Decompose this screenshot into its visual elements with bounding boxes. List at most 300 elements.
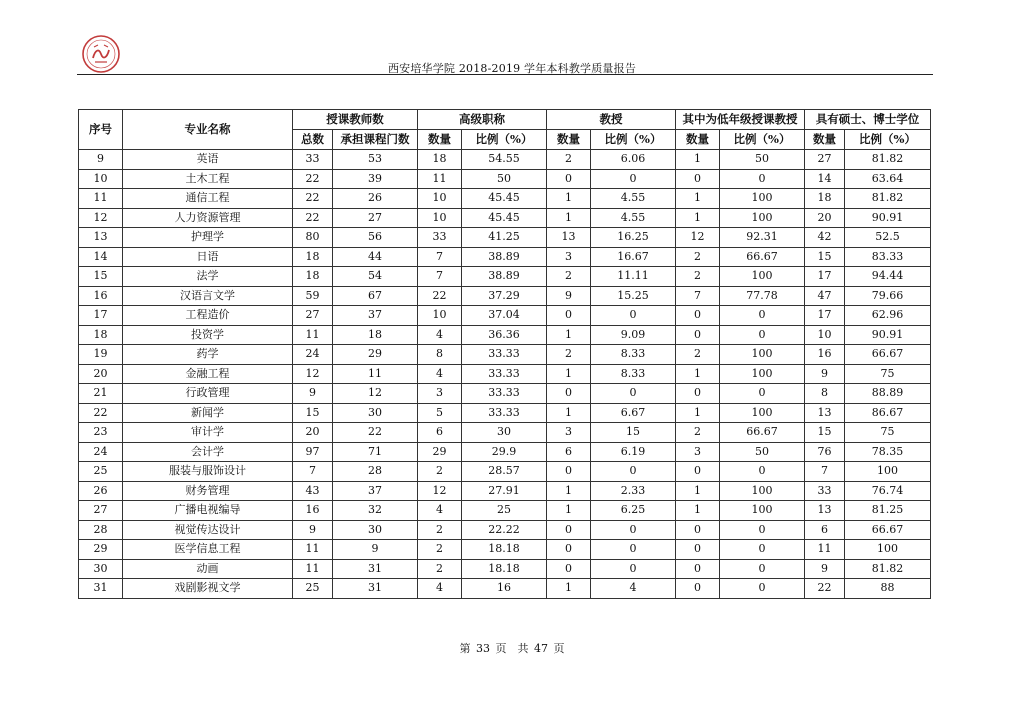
cell-degree-ratio: 66.67: [845, 520, 931, 540]
cell-major: 金融工程: [123, 364, 293, 384]
cell-professor-count: 1: [547, 208, 591, 228]
cell-senior-count: 5: [418, 403, 462, 423]
cell-degree-count: 13: [805, 403, 845, 423]
cell-lower-grade-ratio: 0: [720, 306, 805, 326]
cell-degree-ratio: 83.33: [845, 247, 931, 267]
cell-teacher-total: 22: [293, 169, 333, 189]
cell-professor-ratio: 11.11: [591, 267, 676, 287]
cell-senior-count: 10: [418, 306, 462, 326]
cell-professor-count: 13: [547, 228, 591, 248]
cell-professor-count: 9: [547, 286, 591, 306]
cell-seq: 17: [79, 306, 123, 326]
cell-senior-ratio: 41.25: [462, 228, 547, 248]
cell-seq: 14: [79, 247, 123, 267]
cell-seq: 27: [79, 501, 123, 521]
cell-professor-ratio: 16.25: [591, 228, 676, 248]
cell-course-count: 32: [333, 501, 418, 521]
cell-lower-grade-ratio: 0: [720, 384, 805, 404]
cell-teacher-total: 15: [293, 403, 333, 423]
cell-senior-ratio: 50: [462, 169, 547, 189]
cell-professor-count: 0: [547, 306, 591, 326]
cell-teacher-total: 11: [293, 559, 333, 579]
cell-degree-ratio: 100: [845, 540, 931, 560]
cell-lower-grade-ratio: 50: [720, 442, 805, 462]
cell-professor-count: 1: [547, 364, 591, 384]
cell-degree-count: 76: [805, 442, 845, 462]
cell-major: 汉语言文学: [123, 286, 293, 306]
cell-professor-ratio: 6.19: [591, 442, 676, 462]
cell-senior-count: 7: [418, 267, 462, 287]
header-senior-group: 高级职称: [418, 110, 547, 130]
cell-professor-ratio: 4: [591, 579, 676, 599]
cell-teacher-total: 18: [293, 247, 333, 267]
cell-professor-count: 1: [547, 481, 591, 501]
cell-lower-grade-count: 0: [676, 559, 720, 579]
cell-degree-count: 6: [805, 520, 845, 540]
cell-course-count: 37: [333, 306, 418, 326]
cell-professor-ratio: 0: [591, 384, 676, 404]
cell-teacher-total: 12: [293, 364, 333, 384]
cell-senior-count: 2: [418, 540, 462, 560]
table-row: [79, 208, 931, 228]
cell-major: 视觉传达设计: [123, 520, 293, 540]
header-professor-count: 数量: [547, 130, 591, 150]
header-professor-group: 教授: [547, 110, 676, 130]
cell-senior-count: 6: [418, 423, 462, 443]
cell-degree-ratio: 94.44: [845, 267, 931, 287]
page-footer: 第 33 页 共 47 页: [459, 642, 565, 655]
cell-major: 财务管理: [123, 481, 293, 501]
cell-senior-ratio: 22.22: [462, 520, 547, 540]
cell-teacher-total: 59: [293, 286, 333, 306]
cell-lower-grade-ratio: 0: [720, 520, 805, 540]
cell-degree-count: 11: [805, 540, 845, 560]
cell-course-count: 30: [333, 403, 418, 423]
cell-teacher-total: 43: [293, 481, 333, 501]
cell-senior-ratio: 33.33: [462, 384, 547, 404]
cell-seq: 30: [79, 559, 123, 579]
cell-degree-count: 27: [805, 150, 845, 170]
cell-teacher-total: 18: [293, 267, 333, 287]
cell-lower-grade-count: 2: [676, 247, 720, 267]
cell-professor-count: 1: [547, 189, 591, 209]
cell-lower-grade-ratio: 50: [720, 150, 805, 170]
header-divider: [77, 74, 933, 75]
cell-course-count: 29: [333, 345, 418, 365]
cell-professor-ratio: 6.67: [591, 403, 676, 423]
cell-seq: 9: [79, 150, 123, 170]
cell-course-count: 44: [333, 247, 418, 267]
cell-degree-count: 15: [805, 423, 845, 443]
cell-senior-ratio: 30: [462, 423, 547, 443]
cell-lower-grade-count: 0: [676, 520, 720, 540]
cell-senior-count: 7: [418, 247, 462, 267]
cell-major: 日语: [123, 247, 293, 267]
cell-lower-grade-count: 12: [676, 228, 720, 248]
cell-teacher-total: 25: [293, 579, 333, 599]
cell-course-count: 31: [333, 579, 418, 599]
cell-professor-count: 1: [547, 325, 591, 345]
cell-teacher-total: 9: [293, 384, 333, 404]
cell-senior-count: 4: [418, 501, 462, 521]
cell-lower-grade-count: 2: [676, 267, 720, 287]
cell-professor-ratio: 4.55: [591, 189, 676, 209]
header-lower-ratio: 比例（%）: [720, 130, 805, 150]
cell-degree-ratio: 75: [845, 364, 931, 384]
teacher-statistics-table: [78, 109, 931, 599]
cell-degree-ratio: 88.89: [845, 384, 931, 404]
table-row: [79, 325, 931, 345]
cell-teacher-total: 9: [293, 520, 333, 540]
cell-professor-count: 1: [547, 403, 591, 423]
cell-senior-count: 18: [418, 150, 462, 170]
header-seq: 序号: [79, 110, 123, 150]
cell-lower-grade-ratio: 0: [720, 169, 805, 189]
cell-lower-grade-count: 3: [676, 442, 720, 462]
cell-professor-count: 1: [547, 501, 591, 521]
cell-professor-ratio: 0: [591, 559, 676, 579]
cell-lower-grade-count: 2: [676, 345, 720, 365]
cell-major: 工程造价: [123, 306, 293, 326]
cell-seq: 13: [79, 228, 123, 248]
header-degree-group: 具有硕士、博士学位: [805, 110, 931, 130]
cell-degree-ratio: 78.35: [845, 442, 931, 462]
cell-senior-ratio: 27.91: [462, 481, 547, 501]
cell-professor-count: 1: [547, 579, 591, 599]
cell-major: 药学: [123, 345, 293, 365]
cell-seq: 24: [79, 442, 123, 462]
cell-senior-ratio: 29.9: [462, 442, 547, 462]
cell-teacher-total: 22: [293, 208, 333, 228]
cell-senior-count: 3: [418, 384, 462, 404]
cell-senior-count: 4: [418, 579, 462, 599]
header-degree-ratio: 比例（%）: [845, 130, 931, 150]
table-row: [79, 247, 931, 267]
cell-degree-count: 47: [805, 286, 845, 306]
cell-senior-count: 2: [418, 520, 462, 540]
cell-degree-count: 10: [805, 325, 845, 345]
cell-professor-count: 0: [547, 540, 591, 560]
cell-seq: 11: [79, 189, 123, 209]
table-row: [79, 150, 931, 170]
header-professor-ratio: 比例（%）: [591, 130, 676, 150]
cell-senior-ratio: 28.57: [462, 462, 547, 482]
cell-seq: 23: [79, 423, 123, 443]
table-row: [79, 442, 931, 462]
cell-lower-grade-ratio: 100: [720, 501, 805, 521]
table-row: [79, 423, 931, 443]
table-row: [79, 169, 931, 189]
table-row: [79, 540, 931, 560]
cell-professor-count: 3: [547, 423, 591, 443]
cell-senior-ratio: 18.18: [462, 559, 547, 579]
cell-teacher-total: 97: [293, 442, 333, 462]
cell-lower-grade-count: 1: [676, 150, 720, 170]
cell-course-count: 53: [333, 150, 418, 170]
cell-degree-count: 9: [805, 559, 845, 579]
cell-professor-count: 3: [547, 247, 591, 267]
cell-major: 英语: [123, 150, 293, 170]
table-row: [79, 462, 931, 482]
cell-course-count: 71: [333, 442, 418, 462]
cell-degree-ratio: 76.74: [845, 481, 931, 501]
table-row: [79, 189, 931, 209]
cell-lower-grade-ratio: 0: [720, 540, 805, 560]
cell-senior-ratio: 54.55: [462, 150, 547, 170]
cell-seq: 12: [79, 208, 123, 228]
cell-professor-ratio: 0: [591, 462, 676, 482]
cell-degree-ratio: 81.82: [845, 559, 931, 579]
cell-seq: 31: [79, 579, 123, 599]
cell-professor-ratio: 8.33: [591, 364, 676, 384]
cell-major: 法学: [123, 267, 293, 287]
header-total: 总数: [293, 130, 333, 150]
cell-professor-count: 0: [547, 384, 591, 404]
cell-degree-count: 7: [805, 462, 845, 482]
cell-lower-grade-ratio: 100: [720, 364, 805, 384]
cell-degree-count: 15: [805, 247, 845, 267]
cell-degree-ratio: 75: [845, 423, 931, 443]
cell-degree-count: 17: [805, 306, 845, 326]
cell-lower-grade-count: 1: [676, 403, 720, 423]
cell-professor-count: 2: [547, 345, 591, 365]
cell-major: 戏剧影视文学: [123, 579, 293, 599]
cell-lower-grade-ratio: 100: [720, 208, 805, 228]
cell-teacher-total: 33: [293, 150, 333, 170]
cell-senior-count: 4: [418, 325, 462, 345]
cell-course-count: 22: [333, 423, 418, 443]
table-row: [79, 267, 931, 287]
cell-course-count: 37: [333, 481, 418, 501]
cell-professor-ratio: 0: [591, 169, 676, 189]
cell-teacher-total: 11: [293, 325, 333, 345]
cell-course-count: 31: [333, 559, 418, 579]
cell-course-count: 27: [333, 208, 418, 228]
cell-senior-ratio: 38.89: [462, 247, 547, 267]
cell-lower-grade-count: 0: [676, 579, 720, 599]
cell-lower-grade-ratio: 66.67: [720, 423, 805, 443]
cell-major: 土木工程: [123, 169, 293, 189]
cell-degree-ratio: 79.66: [845, 286, 931, 306]
cell-seq: 10: [79, 169, 123, 189]
cell-degree-count: 33: [805, 481, 845, 501]
table-header-row-1: [79, 110, 931, 130]
header-senior-ratio: 比例（%）: [462, 130, 547, 150]
cell-course-count: 18: [333, 325, 418, 345]
cell-senior-count: 2: [418, 559, 462, 579]
cell-degree-ratio: 63.64: [845, 169, 931, 189]
cell-seq: 18: [79, 325, 123, 345]
cell-seq: 20: [79, 364, 123, 384]
cell-lower-grade-ratio: 0: [720, 559, 805, 579]
cell-degree-count: 14: [805, 169, 845, 189]
table-row: [79, 501, 931, 521]
cell-lower-grade-ratio: 0: [720, 325, 805, 345]
cell-teacher-total: 16: [293, 501, 333, 521]
header-degree-count: 数量: [805, 130, 845, 150]
cell-senior-count: 29: [418, 442, 462, 462]
cell-senior-ratio: 25: [462, 501, 547, 521]
cell-course-count: 56: [333, 228, 418, 248]
cell-senior-count: 2: [418, 462, 462, 482]
cell-major: 医学信息工程: [123, 540, 293, 560]
cell-senior-count: 10: [418, 189, 462, 209]
cell-senior-ratio: 33.33: [462, 364, 547, 384]
cell-major: 动画: [123, 559, 293, 579]
cell-lower-grade-count: 0: [676, 325, 720, 345]
cell-degree-count: 8: [805, 384, 845, 404]
cell-teacher-total: 24: [293, 345, 333, 365]
table-row: [79, 559, 931, 579]
cell-lower-grade-count: 1: [676, 189, 720, 209]
cell-professor-ratio: 15.25: [591, 286, 676, 306]
cell-senior-ratio: 33.33: [462, 345, 547, 365]
cell-seq: 22: [79, 403, 123, 423]
cell-teacher-total: 7: [293, 462, 333, 482]
cell-seq: 29: [79, 540, 123, 560]
cell-teacher-total: 20: [293, 423, 333, 443]
cell-degree-count: 42: [805, 228, 845, 248]
cell-degree-ratio: 100: [845, 462, 931, 482]
cell-major: 广播电视编导: [123, 501, 293, 521]
cell-major: 人力资源管理: [123, 208, 293, 228]
cell-lower-grade-ratio: 66.67: [720, 247, 805, 267]
cell-senior-ratio: 37.29: [462, 286, 547, 306]
cell-lower-grade-count: 1: [676, 364, 720, 384]
cell-senior-count: 11: [418, 169, 462, 189]
cell-professor-ratio: 16.67: [591, 247, 676, 267]
cell-lower-grade-ratio: 100: [720, 403, 805, 423]
table-row: [79, 345, 931, 365]
cell-professor-ratio: 2.33: [591, 481, 676, 501]
cell-lower-grade-ratio: 100: [720, 481, 805, 501]
cell-degree-count: 13: [805, 501, 845, 521]
cell-professor-ratio: 6.25: [591, 501, 676, 521]
cell-professor-ratio: 0: [591, 540, 676, 560]
cell-major: 行政管理: [123, 384, 293, 404]
cell-degree-count: 18: [805, 189, 845, 209]
table-row: [79, 403, 931, 423]
cell-lower-grade-ratio: 92.31: [720, 228, 805, 248]
cell-major: 通信工程: [123, 189, 293, 209]
cell-professor-count: 2: [547, 267, 591, 287]
table-row: [79, 384, 931, 404]
cell-degree-ratio: 62.96: [845, 306, 931, 326]
header-major: 专业名称: [123, 110, 293, 150]
cell-seq: 25: [79, 462, 123, 482]
table-row: [79, 520, 931, 540]
cell-senior-ratio: 37.04: [462, 306, 547, 326]
cell-lower-grade-count: 1: [676, 501, 720, 521]
cell-degree-count: 16: [805, 345, 845, 365]
cell-degree-ratio: 86.67: [845, 403, 931, 423]
table-row: [79, 306, 931, 326]
cell-professor-ratio: 15: [591, 423, 676, 443]
cell-course-count: 54: [333, 267, 418, 287]
cell-lower-grade-count: 1: [676, 208, 720, 228]
cell-professor-count: 6: [547, 442, 591, 462]
cell-professor-ratio: 6.06: [591, 150, 676, 170]
cell-teacher-total: 11: [293, 540, 333, 560]
cell-senior-ratio: 33.33: [462, 403, 547, 423]
cell-senior-ratio: 16: [462, 579, 547, 599]
table-row: [79, 286, 931, 306]
cell-lower-grade-count: 2: [676, 423, 720, 443]
table-row: [79, 364, 931, 384]
table-row: [79, 481, 931, 501]
cell-lower-grade-ratio: 0: [720, 579, 805, 599]
cell-lower-grade-count: 7: [676, 286, 720, 306]
table-body: [79, 150, 931, 599]
cell-course-count: 67: [333, 286, 418, 306]
header-courses: 承担课程门数: [333, 130, 418, 150]
cell-major: 服装与服饰设计: [123, 462, 293, 482]
cell-major: 会计学: [123, 442, 293, 462]
cell-degree-count: 20: [805, 208, 845, 228]
cell-lower-grade-ratio: 77.78: [720, 286, 805, 306]
cell-seq: 21: [79, 384, 123, 404]
cell-professor-count: 0: [547, 520, 591, 540]
cell-lower-grade-count: 0: [676, 384, 720, 404]
cell-course-count: 11: [333, 364, 418, 384]
cell-course-count: 39: [333, 169, 418, 189]
cell-course-count: 9: [333, 540, 418, 560]
cell-lower-grade-ratio: 100: [720, 345, 805, 365]
cell-seq: 28: [79, 520, 123, 540]
cell-professor-count: 2: [547, 150, 591, 170]
cell-degree-ratio: 90.91: [845, 325, 931, 345]
cell-teacher-total: 80: [293, 228, 333, 248]
header-teachers-group: 授课教师数: [293, 110, 418, 130]
cell-professor-ratio: 0: [591, 520, 676, 540]
cell-degree-ratio: 52.5: [845, 228, 931, 248]
cell-degree-ratio: 81.82: [845, 150, 931, 170]
cell-professor-ratio: 9.09: [591, 325, 676, 345]
cell-major: 护理学: [123, 228, 293, 248]
cell-senior-count: 33: [418, 228, 462, 248]
cell-major: 新闻学: [123, 403, 293, 423]
cell-professor-count: 0: [547, 559, 591, 579]
cell-senior-ratio: 45.45: [462, 189, 547, 209]
cell-professor-ratio: 8.33: [591, 345, 676, 365]
cell-lower-grade-count: 0: [676, 306, 720, 326]
cell-senior-count: 12: [418, 481, 462, 501]
cell-degree-ratio: 81.82: [845, 189, 931, 209]
cell-professor-count: 0: [547, 169, 591, 189]
cell-degree-count: 17: [805, 267, 845, 287]
cell-seq: 26: [79, 481, 123, 501]
cell-teacher-total: 27: [293, 306, 333, 326]
cell-senior-ratio: 36.36: [462, 325, 547, 345]
cell-lower-grade-ratio: 100: [720, 189, 805, 209]
table-row: [79, 579, 931, 599]
header-lower-count: 数量: [676, 130, 720, 150]
cell-major: 投资学: [123, 325, 293, 345]
cell-lower-grade-count: 0: [676, 462, 720, 482]
cell-seq: 19: [79, 345, 123, 365]
cell-lower-grade-count: 1: [676, 481, 720, 501]
cell-degree-ratio: 66.67: [845, 345, 931, 365]
cell-senior-count: 4: [418, 364, 462, 384]
cell-senior-count: 10: [418, 208, 462, 228]
report-header-title: 西安培华学院 2018-2019 学年本科教学质量报告: [387, 62, 637, 75]
cell-professor-ratio: 0: [591, 306, 676, 326]
cell-course-count: 26: [333, 189, 418, 209]
cell-degree-ratio: 90.91: [845, 208, 931, 228]
cell-professor-count: 0: [547, 462, 591, 482]
cell-professor-ratio: 4.55: [591, 208, 676, 228]
cell-course-count: 12: [333, 384, 418, 404]
